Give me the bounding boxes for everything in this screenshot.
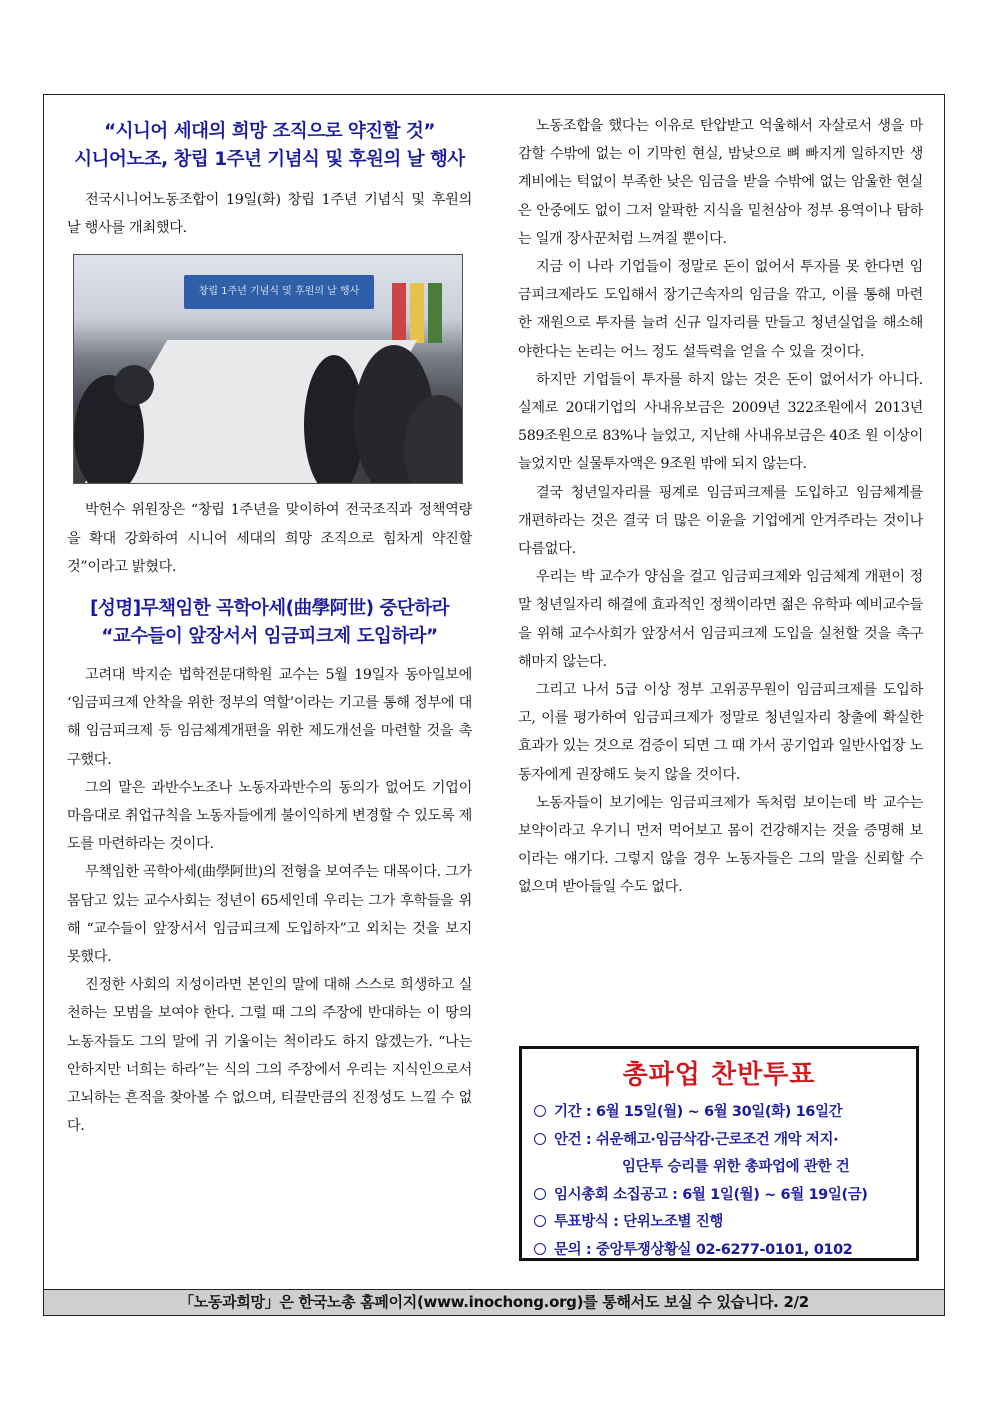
article2-paragraph: 진정한 사회의 지성이라면 본인의 말에 대해 스스로 희생하고 실천하는 모범을 보여야 한다. 그럴 때 그의 주장에 반대하는 이 땅의 노동자들도 그의 말에 귀 기울이는 척이라도 하지 않겠는가. “나는 안하지만 너희는 하라”는 식의 그의 주장에서 우리는 지식인으로서 고뇌하는 흔적을 찾아볼 수 없으며, 티끌만큼의 진정성도 느낄 수 없다. [67, 977, 472, 1135]
article2-title-line1: [성명]무책임한 곡학아세(曲學阿世) 중단하라 [90, 598, 449, 620]
article1-title-line1: “시니어 세대의 희망 조직으로 약진할 것” [104, 121, 435, 142]
circle-bullet-icon [534, 1188, 546, 1200]
notice-period: 기간 : 6월 15일(월) ~ 6월 30일(화) 16일간 [534, 1099, 904, 1127]
article2-paragraph: 그의 말은 과반수노조나 노동자과반수의 동의가 없어도 기업이 마음대로 취업규칙을 노동자들에게 불이익하게 변경할 수 있도록 제도를 마련하라는 것이다. [67, 779, 472, 853]
circle-bullet-icon [534, 1215, 546, 1227]
circle-bullet-icon [534, 1105, 546, 1117]
right-column [518, 112, 923, 902]
event-photo [73, 254, 463, 484]
article2-paragraph: 하지만 기업들이 투자를 하지 않는 것은 돈이 없어서가 아니다. 실제로 20대기업의 사내유보금은 2009년 322조원에서 2013년 589조원으로 83%나 늘었고, 지난해 사내유보금은 40조 원 이상이 늘었지만 실물투자액은 9조원 밖에 되지 않는다. [518, 371, 923, 473]
circle-bullet-icon [534, 1133, 546, 1145]
notice-title: 총파업 찬반투표 [622, 1060, 816, 1090]
article1-paragraph: 전국시니어노동조합이 19일(화) 창립 1주년 기념식 및 후원의 날 행사를 개최했다. [67, 192, 472, 237]
left-column [67, 118, 472, 1140]
article2-paragraph: 노동조합을 했다는 이유로 탄압받고 억울해서 자살로서 생을 마감할 수밖에 없는 이 기막힌 현실, 밤낮으로 뼈 빠지게 일하지만 생계비에는 턱없이 부족한 낮은 임금을 받을 수밖에 없는 암울한 현실은 안중에도 없이 그저 알팍한 지식을 밑천삼아 정부 용역이나 탐하는 일개 장사꾼처럼 느껴질 뿐이다. [518, 118, 923, 247]
article2-paragraph: 결국 청년일자리를 핑계로 임금피크제를 도입하고 임금체계를 개편하라는 것은 결국 더 많은 이윤을 기업에게 안겨주라는 것이나 다름없다. [518, 484, 923, 558]
article2-paragraph: 우리는 박 교수가 양심을 걸고 임금피크제와 임금체계 개편이 정말 청년일자리 해결에 효과적인 정책이라면 젊은 유학파 예비교수들을 위해 교수사회가 앞장서서 임금피크제 도입을 실천할 것을 촉구해마지 않는다. [518, 569, 923, 670]
article1-title-line2: 시니어노조, 창립 1주년 기념식 및 후원의 날 행사 [74, 149, 465, 170]
notice-agenda: 안건 : 쉬운해고·임금삭감·근로조건 개악 저지· [534, 1127, 904, 1155]
photo-banner: 창립 1주년 기념식 및 후원의 날 행사 [184, 275, 374, 309]
strike-vote-notice-box [519, 1046, 919, 1261]
article2-paragraph: 지금 이 나라 기업들이 정말로 돈이 없어서 투자를 못 한다면 임금피크제라도 도입해서 장기근속자의 임금을 깎고, 이를 통해 마련한 재원으로 투자를 늘려 신규 일자리를 만들고 청년실업을 해소해야한다는 논리는 어느 정도 설득력을 얻을 수 있을 것이다. [518, 259, 923, 360]
article2-paragraph: 고려대 박지순 법학전문대학원 교수는 5월 19일자 동아일보에 ‘임금피크제 안착을 위한 정부의 역할’이라는 기고를 통해 정부에 대해 임금피크제 등 임금체계개편을 위한 제도개선을 마련할 것을 촉구했다. [67, 667, 472, 768]
article2-paragraph: 무책임한 곡학아세(曲學阿世)의 전형을 보여주는 대목이다. 그가 몸담고 있는 교수사회는 정년이 65세인데 우리는 그가 후학들을 위해 “교수들이 앞장서서 임금피크제 도입하자”고 외치는 것을 보지 못했다. [67, 864, 472, 966]
notice-agenda-continued: 임단투 승리를 위한 총파업에 관한 건 [622, 1159, 850, 1175]
article2-title-line2: “교수들이 앞장서서 임금피크제 도입하라” [101, 626, 438, 648]
notice-assembly: 임시총회 소집공고 : 6월 1일(월) ~ 6월 19일(금) [534, 1182, 904, 1210]
notice-contact: 문의 : 중앙투쟁상황실 02-6277-0101, 0102 [534, 1237, 904, 1265]
notice-method: 투표방식 : 단위노조별 진행 [534, 1209, 904, 1237]
article2-paragraph: 노동자들이 보기에는 임금피크제가 독처럼 보이는데 박 교수는 보약이라고 우기니 먼저 먹어보고 몸이 건강해지는 것을 증명해 보이라는 얘기다. 그렇지 않을 경우 노동자들은 그의 말을 신뢰할 수 없으며 받아들일 수도 없다. [518, 794, 923, 896]
footer-text: 「노동과희망」은 한국노총 홈페이지(www.inochong.org)를 통해서도 보실 수 있습니다. 2/2 [179, 1293, 809, 1311]
article2-paragraph: 그리고 나서 5급 이상 정부 고위공무원이 임금피크제를 도입하고, 이를 평가하여 임금피크제가 정말로 청년일자리 창출에 확실한 효과가 있는 것으로 검증이 되면 그 때 가서 공기업과 일반사업장 노동자에게 권장해도 늦지 않을 것이다. [518, 682, 923, 783]
footer-bar [43, 1289, 945, 1316]
circle-bullet-icon [534, 1243, 546, 1255]
article1-quote-paragraph: 박헌수 위원장은 “창립 1주년을 맞이하여 전국조직과 정책역량을 확대 강화하여 시니어 세대의 희망 조직으로 힘차게 약진할 것”이라고 밝혔다. [67, 502, 472, 575]
